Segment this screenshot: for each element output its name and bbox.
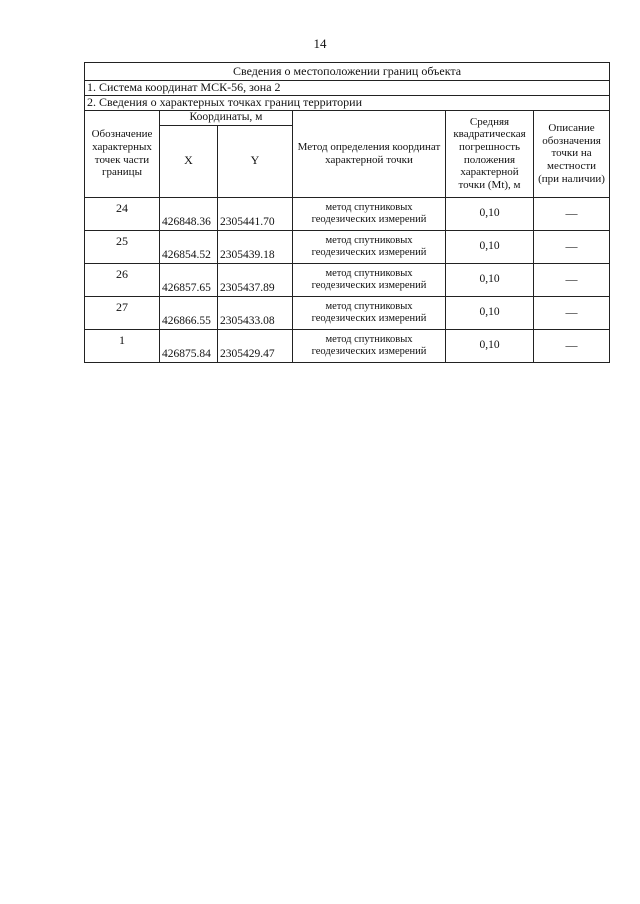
table-row [85, 197, 610, 230]
description-cell: — [534, 197, 610, 230]
x-coordinate: 426854.52 [160, 230, 218, 263]
point-id: 25 [85, 230, 160, 263]
x-coordinate: 426848.36 [160, 197, 218, 230]
method-cell: метод спутниковых геодезических измерений [293, 329, 446, 362]
header-x: X [160, 125, 218, 197]
y-coordinate: 2305429.47 [218, 329, 293, 362]
method-cell: метод спутниковых геодезических измерений [293, 296, 446, 329]
method-cell: метод спутниковых геодезических измерений [293, 263, 446, 296]
points-section-row: 2. Сведения о характерных точках границ территории [85, 95, 610, 110]
table-title: Сведения о местоположении границ объекта [85, 63, 610, 81]
point-id: 1 [85, 329, 160, 362]
error-cell: 0,10 [446, 230, 534, 263]
point-id: 26 [85, 263, 160, 296]
header-error: Средняя квадратическая погрешность положения характерной точки (Mt), м [446, 110, 534, 197]
x-coordinate: 426857.65 [160, 263, 218, 296]
description-cell: — [534, 230, 610, 263]
page-number: 14 [313, 36, 327, 51]
header-coordinates: Координаты, м [160, 110, 293, 125]
point-id: 24 [85, 197, 160, 230]
description-cell: — [534, 296, 610, 329]
table-row [85, 296, 610, 329]
x-coordinate: 426866.55 [160, 296, 218, 329]
y-coordinate: 2305433.08 [218, 296, 293, 329]
y-coordinate: 2305441.70 [218, 197, 293, 230]
error-cell: 0,10 [446, 197, 534, 230]
table-row [85, 329, 610, 362]
point-id: 27 [85, 296, 160, 329]
x-coordinate: 426875.84 [160, 329, 218, 362]
table-row [85, 263, 610, 296]
error-cell: 0,10 [446, 296, 534, 329]
description-cell: — [534, 329, 610, 362]
boundary-points-table [84, 62, 610, 363]
error-cell: 0,10 [446, 263, 534, 296]
header-method: Метод определения координат характерной точки [293, 110, 446, 197]
header-designation: Обозначение характерных точек части границы [85, 110, 160, 197]
method-cell: метод спутниковых геодезических измерений [293, 197, 446, 230]
y-coordinate: 2305437.89 [218, 263, 293, 296]
table-row [85, 230, 610, 263]
y-coordinate: 2305439.18 [218, 230, 293, 263]
description-cell: — [534, 263, 610, 296]
header-description: Описание обозначения точки на местности (при наличии) [534, 110, 610, 197]
method-cell: метод спутниковых геодезических измерений [293, 230, 446, 263]
header-y: Y [218, 125, 293, 197]
error-cell: 0,10 [446, 329, 534, 362]
coordinate-system-row: 1. Система координат МСК-56, зона 2 [85, 81, 610, 96]
